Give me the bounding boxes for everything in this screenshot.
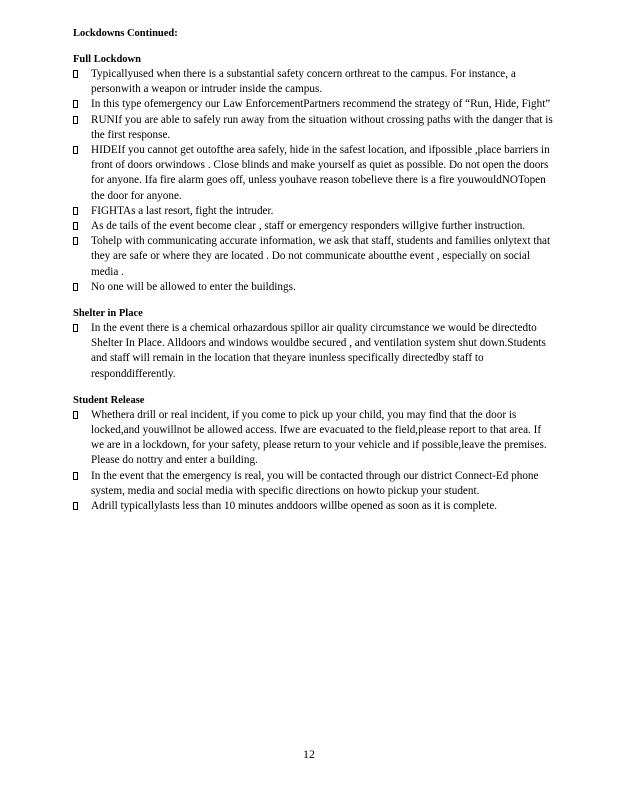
list-item xyxy=(73,143,553,204)
page-number: 12 xyxy=(303,747,315,761)
bullet-glyph-icon xyxy=(73,411,78,419)
list-item xyxy=(73,113,553,143)
list-item xyxy=(73,67,553,97)
list-item-text: In the event that the emergency is real, you will be contacted through our district Connect-Ed phone system, media and social media with specific directions on howto pickup your student. xyxy=(91,469,539,497)
list-item xyxy=(73,499,553,514)
bullet-glyph-icon xyxy=(73,237,78,245)
document-page xyxy=(73,27,553,526)
list-item xyxy=(73,280,553,295)
section-student-release xyxy=(73,394,553,514)
section-full-lockdown xyxy=(73,53,553,295)
list-item xyxy=(73,204,553,219)
bullet-glyph-icon xyxy=(73,116,78,124)
list-item-text: Tohelp with communicating accurate information, we ask that staff, students and families onlytext that they are safe or where they are located . Do not communicate aboutthe event , especially on social media . xyxy=(91,235,551,278)
section-heading: Student Release xyxy=(73,394,145,406)
list-item xyxy=(73,321,553,382)
list-item xyxy=(73,234,553,280)
list-item-text: FIGHTAs a last resort, fight the intruder. xyxy=(91,204,274,217)
list-item-text: Whethera drill or real incident, if you come to pick up your child, you may find that the door is locked,and youwillnot be allowed access. Ifwe are evacuated to the field,please report to that area. If we are in a lockdown, for your safety, please return to your vehicle and if possible,leave the premises. Please do nottry and enter a building. xyxy=(91,408,547,467)
list-item-text: In the event there is a chemical orhazardous spillor air quality circumstance we would be directedto Shelter In Place. Alldoors and windows wouldbe secured , and ventilation system shut down.Students and staff will remain in the location that theyare inunless specifically directedby staff to responddifferently. xyxy=(91,322,546,380)
bullet-glyph-icon xyxy=(73,502,78,510)
bullet-list xyxy=(73,321,553,382)
section-shelter-in-place xyxy=(73,307,553,382)
list-item-text: As de tails of the event become clear , staff or emergency responders willgive further instruction. xyxy=(91,220,526,233)
bullet-list xyxy=(73,408,553,514)
list-item xyxy=(73,97,553,112)
list-item-text: In this type ofemergency our Law EnforcementPartners recommend the strategy of “Run, Hide, Fight” xyxy=(91,98,551,111)
bullet-glyph-icon xyxy=(73,283,78,291)
page-title: Lockdowns Continued: xyxy=(73,28,178,39)
bullet-glyph-icon xyxy=(73,100,78,108)
bullet-glyph-icon xyxy=(73,472,78,480)
bullet-glyph-icon xyxy=(73,146,78,154)
bullet-glyph-icon xyxy=(73,207,78,215)
section-heading: Full Lockdown xyxy=(73,54,141,65)
bullet-glyph-icon xyxy=(73,222,78,230)
list-item-text: Typicallyused when there is a substantial safety concern orthreat to the campus. For instance, a personwith a weapon or intruder inside the campus. xyxy=(91,68,516,96)
list-item xyxy=(73,469,553,499)
list-item xyxy=(73,408,553,469)
list-item xyxy=(73,219,553,234)
list-item-text: No one will be allowed to enter the buildings. xyxy=(91,280,296,293)
list-item-text: Adrill typicallylasts less than 10 minutes anddoors willbe opened as soon as it is complete. xyxy=(91,500,498,513)
bullet-glyph-icon xyxy=(73,70,78,78)
list-item-text: HIDEIf you cannot get outofthe area safely, hide in the safest location, and ifpossible ,place barriers in front of doors orwindows . Close blinds and make yourself as quiet as possible. Do not open the doors for anyone. Ifa fire alarm goes off, unless youhave reason tobelieve there is a fire youwouldNOTopen the door for anyone. xyxy=(91,144,550,202)
bullet-list xyxy=(73,67,553,295)
list-item-text: RUNIf you are able to safely run away from the situation without crossing paths with the danger that is the first response. xyxy=(91,113,553,141)
section-heading: Shelter in Place xyxy=(73,308,143,320)
bullet-glyph-icon xyxy=(73,324,78,332)
